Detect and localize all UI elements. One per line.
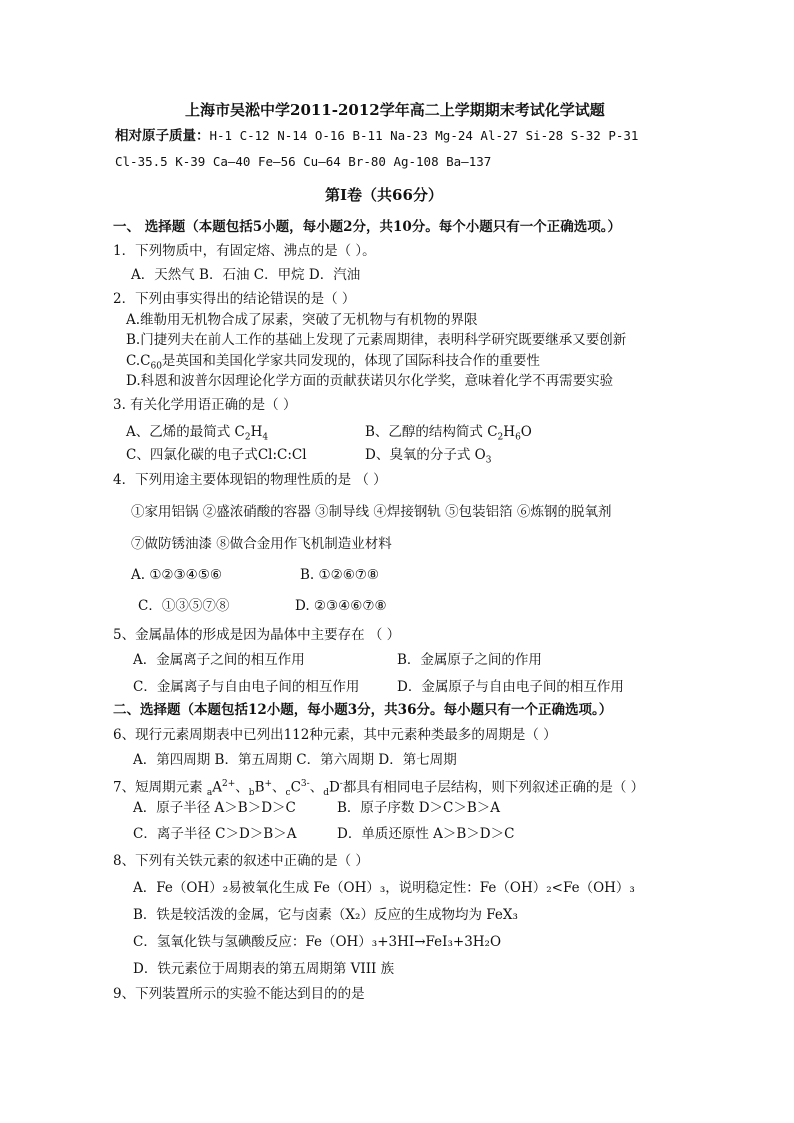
q2-c-subscript: 60	[150, 361, 162, 372]
q7-stem-prefix: 7、短周期元素	[113, 779, 207, 796]
q3-b-post: O	[520, 424, 532, 440]
question-3-stem: 3. 有关化学用语正确的是（ ）	[113, 397, 297, 413]
q7-index-c: c	[285, 788, 291, 799]
question-8-stem: 8、下列有关铁元素的叙述中正确的是（ ）	[113, 853, 369, 869]
q7-charge-c: 3-	[300, 779, 310, 789]
question-2-option-b: B.门捷列夫在前人工作的基础上发现了元素周期律，表明科学研究既要继承又要创新	[126, 332, 627, 348]
q7-index-b: b	[248, 788, 255, 799]
question-5-option-a: A．金属离子之间的相互作用	[133, 652, 305, 668]
question-7-option-a: A．原子半径 A＞B＞D＞C	[133, 800, 296, 816]
q7-ion-b: B	[254, 779, 265, 796]
question-2-option-d: D.科恩和波普尔因理论化学方面的贡献获诺贝尔化学奖，意味着化学不再需要实验	[126, 373, 614, 389]
q7-ion-d: D	[328, 779, 340, 796]
question-2-stem: 2．下列由事实得出的结论错误的是（ ）	[113, 291, 356, 307]
q7-index-d: d	[323, 788, 329, 799]
atomic-mass-values-1: H-1 C-12 N-14 O-16 B-11 Na-23 Mg-24 Al-27 Si-28 S-32 P-31	[209, 128, 639, 143]
q3-a-text: A、乙烯的最简式 C	[126, 424, 245, 440]
atomic-mass-line-1	[115, 127, 638, 145]
question-2-option-a: A.维勒用无机物合成了尿素，突破了无机物与有机物的界限	[126, 312, 478, 328]
question-4-stem: 4．下列用途主要体现铝的物理性质的是 （ ）	[113, 472, 387, 488]
question-4-option-c: C．①③⑤⑦⑧	[138, 598, 230, 614]
question-1-options: A．天然气 B．石油 C．甲烷 D．汽油	[131, 267, 361, 283]
question-3-option-a	[126, 423, 268, 447]
question-5-option-b: B．金属原子之间的作用	[397, 652, 542, 668]
question-1-stem: 1．下列物质中，有固定熔、沸点的是（ ）。	[113, 243, 376, 259]
question-7-option-c: C．离子半径 C＞D＞B＞A	[133, 826, 297, 842]
question-4-option-b: B. ①②⑥⑦⑧	[300, 567, 380, 583]
exam-title: 上海市吴淞中学2011-2012学年高二上学期期末考试化学试题	[185, 101, 605, 119]
question-4-option-d: D. ②③④⑥⑦⑧	[295, 598, 387, 614]
question-3-option-d	[365, 446, 491, 470]
question-3-option-b	[365, 423, 532, 447]
question-5-option-c: C．金属离子与自由电子间的相互作用	[133, 679, 360, 695]
question-4-option-a: A. ①②③④⑤⑥	[131, 567, 222, 583]
q7-charge-d: -	[339, 779, 343, 789]
q7-sep-1: 、	[235, 779, 249, 796]
q3-b-sub-1: 2	[497, 432, 504, 443]
q3-a-sub-2: 4	[262, 432, 269, 443]
question-9-stem: 9、下列装置所示的实验不能达到目的的是	[113, 986, 365, 1002]
q3-b-text: B、乙醇的结构简式 C	[365, 424, 498, 440]
question-5-stem: 5、金属晶体的形成是因为晶体中主要存在 （ ）	[113, 627, 401, 643]
q3-b-mid: H	[503, 424, 516, 440]
q7-charge-b: +	[264, 779, 273, 789]
atomic-mass-line-2: Cl-35.5 K-39 Ca—40 Fe—56 Cu—64 Br-80 Ag-108 Ba—137	[115, 154, 492, 169]
question-7-option-b: B．原子序数 D＞C＞B＞A	[337, 800, 501, 816]
volume-heading: 第Ⅰ卷（共66分）	[325, 186, 443, 204]
q2-c-text: 是英国和美国化学家共同发现的，体现了国际科技合作的重要性	[161, 353, 540, 369]
atomic-mass-label: 相对原子质量：	[115, 128, 210, 144]
section-2-heading: 二、选择题（本题包括12小题，每小题3分，共36分。每小题只有一个正确选项。）	[113, 702, 613, 718]
q7-sep-3: 、	[309, 779, 324, 796]
question-4-items-2: ⑦做防锈油漆 ⑧做合金用作飞机制造业材料	[131, 536, 392, 552]
q7-stem-suffix: 都具有相同电子层结构，则下列叙述正确的是（ ）	[342, 779, 645, 796]
q7-index-a: a	[206, 788, 213, 799]
q7-ion-c: C	[290, 779, 301, 796]
question-6-stem: 6、现行元素周期表中已列出112种元素，其中元素种类最多的周期是（ ）	[113, 727, 557, 743]
question-4-items-1: ①家用铝锅 ②盛浓硝酸的容器 ③制导线 ④焊接钢轨 ⑤包装铝箔 ⑥炼钢的脱氧剂	[131, 504, 612, 520]
q7-charge-a: 2+	[222, 779, 236, 789]
question-7-option-d: D．单质还原性 A＞B＞D＞C	[337, 826, 515, 842]
q3-a-sub-1: 2	[244, 432, 251, 443]
question-3-option-c: C、四氯化碳的电子式Cl:C:Cl	[126, 447, 307, 463]
question-8-option-c: C．氢氧化铁与氢碘酸反应：Fe（OH）₃+3HI→FeI₃+3H₂O	[133, 934, 502, 950]
question-8-option-d: D．铁元素位于周期表的第五周期第 VIII 族	[133, 961, 395, 977]
q7-sep-2: 、	[272, 779, 286, 796]
question-8-option-a: A．Fe（OH）₂易被氧化生成 Fe（OH）₃，说明稳定性：Fe（OH）₂<Fe（OH）₃	[133, 880, 635, 896]
question-8-option-b: B．铁是较活泼的金属，它与卤素（X₂）反应的生成物均为 FeX₃	[133, 907, 518, 923]
question-5-option-d: D．金属原子与自由电子间的相互作用	[397, 679, 624, 695]
q2-c-prefix: C.C	[126, 353, 151, 369]
q3-d-sub: 3	[485, 455, 492, 466]
q3-b-sub-2: 6	[515, 432, 521, 443]
q3-a-mid: H	[250, 424, 263, 440]
q3-d-text: D、臭氧的分子式 O	[365, 447, 486, 463]
question-6-options: A．第四周期 B．第五周期 C．第六周期 D．第七周期	[133, 752, 457, 768]
q7-ion-a: A	[212, 779, 223, 796]
section-1-heading: 一、 选择题（本题包括5小题，每小题2分，共10分。每个小题只有一个正确选项。）	[113, 219, 622, 235]
